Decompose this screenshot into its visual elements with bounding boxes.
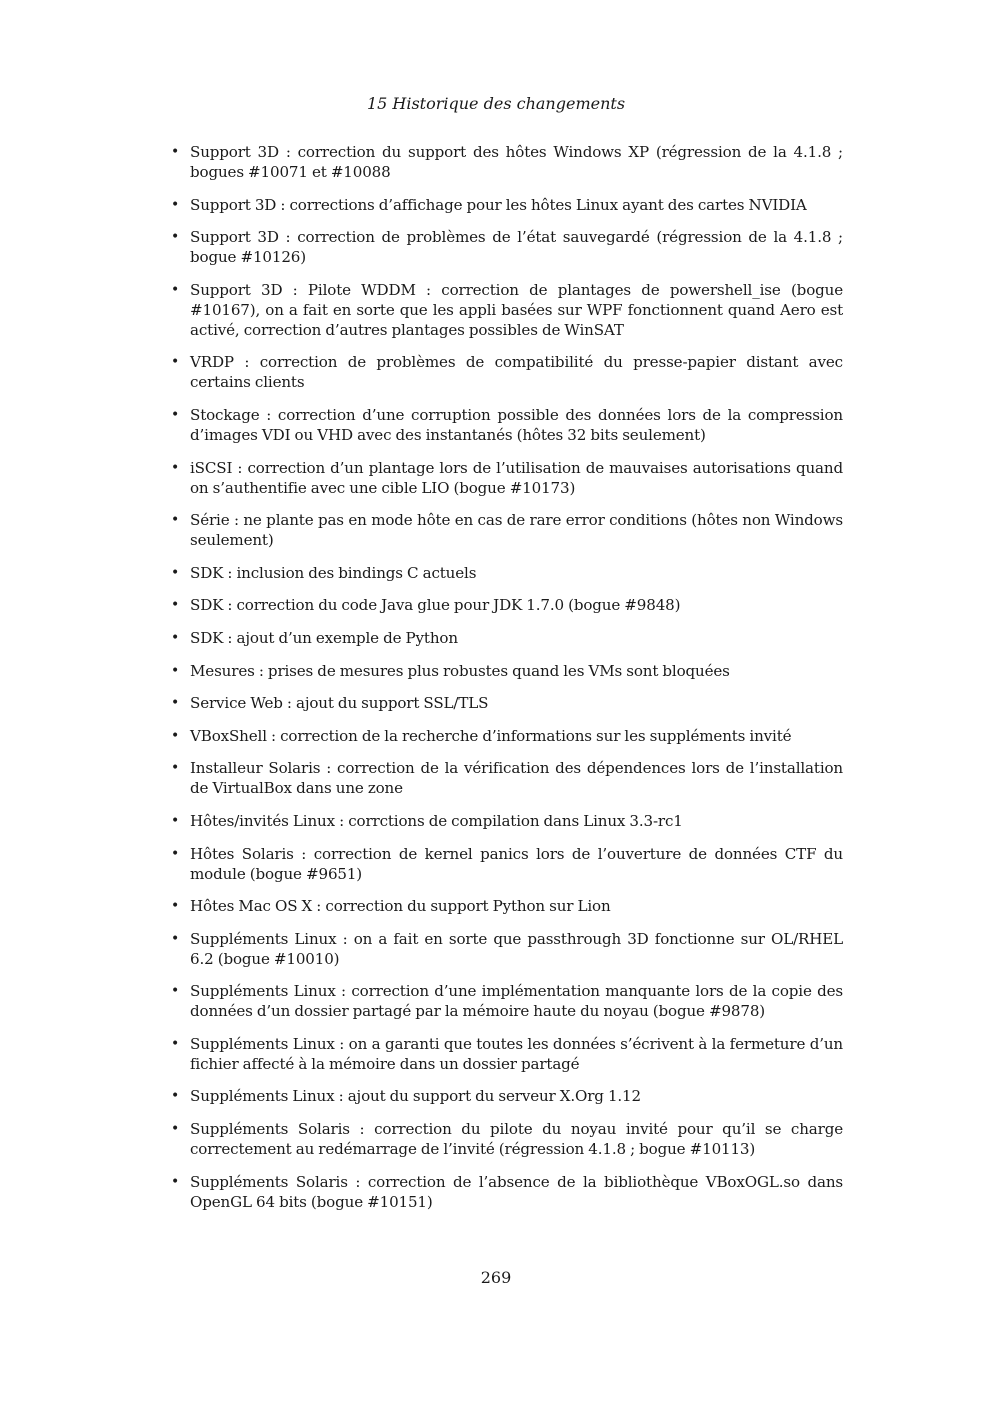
bullet-icon: •: [171, 1088, 180, 1105]
list-item: [171, 195, 843, 215]
list-item-text: Suppléments Linux : ajout du support du serveur X.Org 1.12: [190, 1087, 641, 1106]
changelog-content: [171, 142, 843, 1224]
list-item-text: Hôtes Solaris : correction de kernel panics lors de l’ouverture de données CTF du module (bogue #9651): [190, 844, 843, 883]
list-item: [171, 458, 843, 498]
list-item: [171, 563, 843, 583]
list-item: [171, 929, 843, 969]
bullet-icon: •: [171, 845, 180, 862]
list-item: [171, 758, 843, 798]
bullet-icon: •: [171, 229, 180, 246]
bullet-icon: •: [171, 406, 180, 423]
list-item-text: Stockage : correction d’une corruption possible des données lors de la compression d’images VDI ou VHD avec des instantanés (hôtes 32 bits seulement): [190, 405, 843, 444]
bullet-icon: •: [171, 727, 180, 744]
list-item-text: Série : ne plante pas en mode hôte en cas de rare error conditions (hôtes non Windows seulement): [190, 511, 843, 550]
list-item-text: Suppléments Linux : correction d’une implémentation manquante lors de la copie des données d’un dossier partagé par la mémoire haute du noyau (bogue #9878): [190, 982, 843, 1021]
list-item: [171, 352, 843, 392]
list-item: [171, 1034, 843, 1074]
list-item: [171, 595, 843, 615]
list-item-text: Hôtes Mac OS X : correction du support Python sur Lion: [190, 897, 611, 916]
bullet-icon: •: [171, 512, 180, 529]
bullet-icon: •: [171, 898, 180, 915]
bullet-icon: •: [171, 354, 180, 371]
list-item-text: Installeur Solaris : correction de la vérification des dépendences lors de l’installation de VirtualBox dans une zone: [190, 759, 843, 798]
list-item: [171, 896, 843, 916]
bullet-icon: •: [171, 564, 180, 581]
list-item-text: Suppléments Solaris : correction de l’absence de la bibliothèque VBoxOGL.so dans OpenGL 64 bits (bogue #10151): [190, 1172, 843, 1211]
list-item: [171, 661, 843, 681]
list-item: [171, 981, 843, 1021]
bullet-icon: •: [171, 1035, 180, 1052]
bullet-icon: •: [171, 597, 180, 614]
list-item: [171, 405, 843, 445]
list-item-text: SDK : correction du code Java glue pour JDK 1.7.0 (bogue #9848): [190, 596, 681, 615]
list-item-text: Mesures : prises de mesures plus robustes quand les VMs sont bloquées: [190, 661, 730, 680]
list-item: [171, 1086, 843, 1106]
bullet-icon: •: [171, 629, 180, 646]
bullet-icon: •: [171, 983, 180, 1000]
list-item-text: Hôtes/invités Linux : corrctions de compilation dans Linux 3.3-rc1: [190, 811, 683, 830]
running-header: 15 Historique des changements: [366, 94, 626, 113]
bullet-icon: •: [171, 281, 180, 298]
list-item-text: Support 3D : Pilote WDDM : correction de plantages de powershell_ise (bogue #10167), on a fait en sorte que les appli basées sur WPF fonctionnent quand Aero est activé, correction d’autres plantages possibles de WinSAT: [190, 280, 843, 339]
list-item-text: Suppléments Solaris : correction du pilote du noyau invité pour qu’il se charge correctement au redémarrage de l’invité (régression 4.1.8 ; bogue #10113): [190, 1120, 843, 1159]
bullet-icon: •: [171, 144, 180, 160]
bullet-icon: •: [171, 760, 180, 777]
bullet-icon: •: [171, 930, 180, 947]
list-item-text: VBoxShell : correction de la recherche d’informations sur les suppléments invité: [190, 726, 792, 745]
list-item-text: SDK : ajout d’un exemple de Python: [190, 628, 458, 647]
bullet-icon: •: [171, 662, 180, 679]
list-item-text: Support 3D : correction du support des hôtes Windows XP (régression de la 4.1.8 ; bogues #10071 et #10088: [190, 143, 843, 181]
list-item: [171, 844, 843, 884]
bullet-icon: •: [171, 1173, 180, 1190]
list-item-text: SDK : inclusion des bindings C actuels: [190, 563, 477, 582]
list-item: [171, 510, 843, 550]
list-item-text: Support 3D : corrections d’affichage pour les hôtes Linux ayant des cartes NVIDIA: [190, 195, 807, 214]
list-item-text: Support 3D : correction de problèmes de l’état sauvegardé (régression de la 4.1.8 ; bogue #10126): [190, 228, 843, 267]
list-item-text: Suppléments Linux : on a garanti que toutes les données s’écrivent à la fermeture d’un fichier affecté à la mémoire dans un dossier partagé: [190, 1034, 843, 1073]
bullet-icon: •: [171, 812, 180, 829]
bullet-icon: •: [171, 196, 180, 213]
bullet-icon: •: [171, 1121, 180, 1138]
list-item: [171, 693, 843, 713]
list-item: [171, 1172, 843, 1212]
list-item: [171, 726, 843, 746]
list-item: [171, 811, 843, 831]
bullet-icon: •: [171, 695, 180, 712]
list-item-text: Suppléments Linux : on a fait en sorte que passthrough 3D fonctionne sur OL/RHEL 6.2 (bogue #10010): [190, 929, 843, 968]
list-item-text: Service Web : ajout du support SSL/TLS: [190, 694, 489, 713]
changelog-list: [171, 142, 843, 1212]
page-number: 269: [480, 1268, 512, 1287]
list-item-text: VRDP : correction de problèmes de compatibilité du presse-papier distant avec certains clients: [190, 353, 843, 392]
list-item-text: iSCSI : correction d’un plantage lors de l’utilisation de mauvaises autorisations quand on s’authentifie avec une cible LIO (bogue #10173): [190, 458, 843, 497]
list-item: [171, 227, 843, 267]
list-item: [171, 142, 843, 182]
list-item: [171, 280, 843, 340]
bullet-icon: •: [171, 459, 180, 476]
list-item: [171, 628, 843, 648]
list-item: [171, 1119, 843, 1159]
